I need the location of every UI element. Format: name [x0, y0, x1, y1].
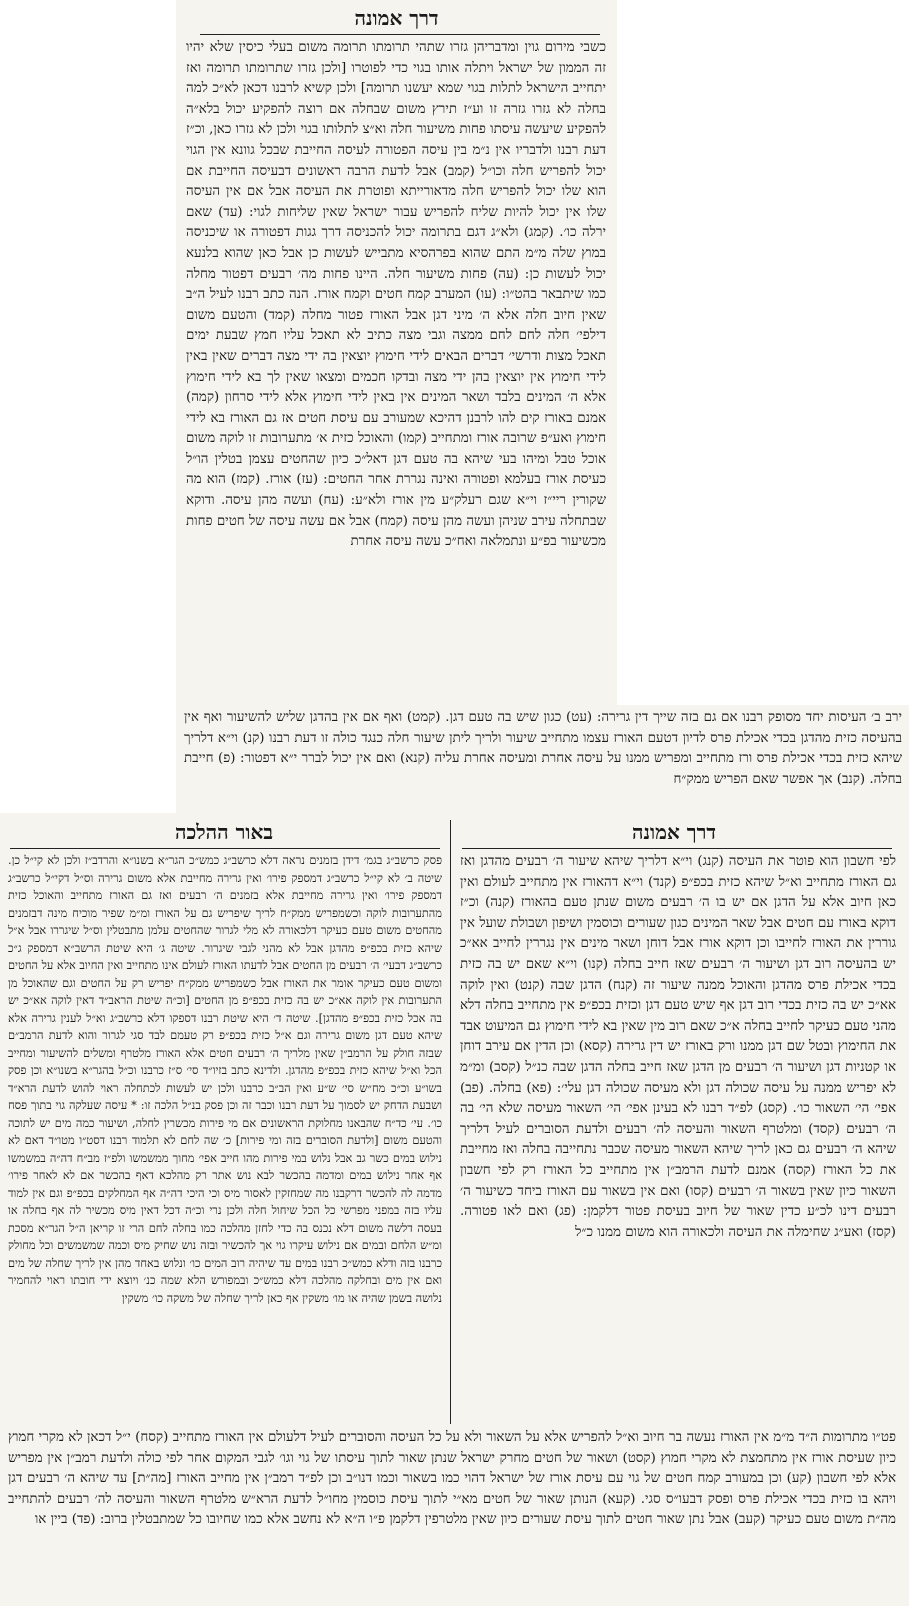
- right-column-title: דרך אמונה: [631, 820, 717, 844]
- top-title: דרך אמונה: [354, 6, 439, 30]
- middle-commentary-text: ירב ב׳ העיסות יחד מסופק רבנו אם גם בזה שייך דין גרירה: (עט) כגון שיש בה טעם דגן. (קמט) ואף אם אין בהדגן שליש להשיעור ואף אין בהעיסה כזית מהדגן בכדי אכילת פרס לדיון דטעם האורז עצמו מתחייב שיעור ולריך ליתן שיעור חלה כנגד כולה זו דעת רבנו (קנ) וי״א דלריך שיהא כזית בכדי אכילת פרס ורז מתחייב ומפריש ממנו על עיסה אחרת ומעיסה אחרת עליה (קנא) ואם אין יכול לברר י״א דפטור: (פ) חייבת בחלה. (קנב) אך אפשר שאם הפריש ממק״ח: [184, 710, 902, 787]
- top-commentary-text: כשבי מירום גוין ומדבריהן גזרו שתהי תרומתו תרומה משום בעלי כיסין שלא יהיו זה הממון של ישראל ויתלה אותו בגוי כדי לפוטרו [ולכן גזרו שתרומתו תרומה ואז יתחייב הישראל לתלות בגוי שמא יעשנו תרומה] ולכן קשיא לרבנו דכאן לא״כ למה בחלה לא גזרו גזרה זו וע״ז תירץ משום שבחלה אם רוצה להפקיע יכול בלא״ה להפקיע שיעשה עיסתו פחות משיעור חלה וא״צ לתלותו בגוי ולכן לא גזרו כאן, וכ״ז דעת רבנו ולדבריו אין נ״מ בין עיסה הפטורה לעיסה החייבת שבכל גוונא אין הגוי יכול להפריש חלה וכו״ל (קמב) אבל לדעת הרבה ראשונים דבעיסה החייבת אם הוא שלו יכול להפריש חלה מדאורייתא ופוטרת את העיסה אבל אם אין העיסה שלו אין יכול להיות שליח להפריש עבור ישראל שאין שליחות לגוי: (עד) שאם ירלה כו׳. (קמג) ולא״ג דגם בתרומה יכול להכניסה דרך גגות דפטורה או שיכניסה במוץ שלה מ״מ התם שהוא בפרהסיא מתבייש לעשות כן אבל כאן שהוא בלנעא יכול לעשות כן: (עה) פחות משיעור חלה. היינו פחות מה׳ רבעים דפטור מחלה כמו שיתבאר בהט״ו: (עו) המערב קמח חטים וקמח אורז. הנה כתב רבנו לעיל ה״ב שאין חיוב חלה אלא ה׳ מיני דגן אבל האורז פטור מחלה (קמד) והטעם משום דילפי׳ חלה לחם לחם ממצה וגבי מצה כתיב לא תאכל עליו חמץ שבעת ימים תאכל מצות ודרשי׳ דברים הבאים לידי חימוץ יוצאין בה ידי מצה דברים שאין באין לידי חימוץ אין יוצאין בהן ידי מצה ובדקו חכמים ומצאו שאין לך בא לידי חימוץ אלא ה׳ המינים בלבד ושאר המינים אין באין לידי חימוץ אלא לידי סרחון (קמה) אמנם באורז קים להו לרבנן דהיכא שמעורב עם עיסת חטים אז גם האורז בא לידי חימוץ ואע״פ שרובה אורז ומתחייב (קמו) והאוכל כזית א׳ מתערובות זו לוקה משום אוכל טבל ומיהו בעי שיהא בה טעם דגן דאל״כ כיון שהחטים עצמן בטלין הו״ל כעיסת אורז בעלמא ופטורה ואינה נגררת אחר החטים: (עז) אורז. (קמז) הוא מה שקורין ריי״ז וי״א שגם רעלק״ע מין אורז ולא״ע: (עח) ועשה מהן עיסה. ודוקא שבתחלה עירב שניהן ועשה מהן עיסה (קמח) אבל אם עשה עיסה של חטים פחות מכשיעור בפ״ע ונתמלאה ואח״כ עשה עיסה אחרת: [186, 40, 606, 550]
- right-column-text: לפי חשבון הוא פוטר את העיסה (קנג) וי״א דלריך שיהא שיעור ה׳ רבעים מהדגן ואז גם האורז מתחייב וא״ל שיהא כזית בכפ״פ (קנד) וי״א דהאורז אין מתחייב לעולם ואין כאן חיוב אלא על הדגן אם יש בו ה׳ רבעים משום שנתן טעם בהאורז (קנה) וכ״ז דוקא באורז עם חטים אבל שאר המינים כגון שעורים וכוסמין ושיפון ושבולת שועל אין גוררין את האורז לחייבו וכן דוקא אורז אבל דוחן ושאר מינים אין נגררין לחייב אא״כ יש בהעיסה רוב דגן ושיעור ה׳ רבעים שאז חייב בחלה (קנו) וי״א שאם יש בה כזית בכדי אכילת פרס מהדגן והאוכל ממנה שיעור זה (קנח) הדגן שבה (קנט) ואין לוקה אא״כ יש בה כזית בכדי רוב דגן אף שיש טעם דגן וכזית בכפ״פ אין מתחייב בחלה דלא מהני טעם כעיקר לחייב בחלה א״כ שאם רוב מין שאין בא לידי חימוץ גם המיעוט אבד את החימוץ ובטל שם דגן ממנו ורק באורז יש דין גרירה (קסא) וכן הדין אם עירב דוחן או קטניות דגן ושיעור ה׳ רבעים מן הדגן שאז חייב בחלה הדגן שבה כנ״ל (קסב) ומ״מ לא יפריש ממנה על עיסה שכולה דגן ולא מעיסה שכולה דגן עלי׳: (פא) בחלה. (פב) אפי׳ הי׳ השאור כו׳. (קסג) לפ״ד רבנו לא בעינן אפי׳ הי׳ השאור מעיסה שלא הי׳ בה ה׳ רבעים (קסד) ומלטרף השאור והעיסה לה׳ רבעים ולדעת הסוברים לעיל דלריך שיהא ה׳ רבעים גם כאן לריך שיהא השאור מעיסה שכבר נתחייבה בחלה ואז מחייבת את כל האורז (קסה) אמנם לדעת הרמב״ן אין מתחייב כל האורז רק לפי חשבון השאור כיון שאין בשאור ה׳ רבעים (קסו) ואם אין בשאור עם האורז ביחד כשיעור ה׳ רבעים דינו לכ״ע כדין שאור של חיוב בעיסת פטור דלקמן: (פג) ואם לאו פטורה. (קסז) ואע״ג שחימלה את העיסה ולכאורה הוא משום ממנו כ״ל: [460, 854, 896, 1240]
- top-title-rule: [200, 34, 600, 35]
- left-column-text: פסק כרשב״ג בגמ׳ דידן בזמנים נראה דלא כרשב״ג כמש״כ הגר״א בשנו״א והרדב״ז ולכן לא קי״ל כן. שיטה ב׳ לא קי״ל כרשב״ג דמספק פירו׳ ואין גרירה מחייבת אלא משום גרירה וס״ל דקי״ל כרשב״ג דמספק פירו׳ ואין גרירה מחייבת אלא בזמנים ה׳ רבעים ואז גם האורז מתחייב והאוכל כזית מהתערובות לוקה וכשמפריש ממק״ח לריך שיפריש גם על האורז ומ״מ שפיר מוכיח מינה דבזמנים מהחטים משום טעם כעיקר דלכאורה לא מלי לגרור שהחטים עלמן מתבטלין וס״ל שיגררו אבל א״ל שיהא כזית בכפ״פ מהדגן אבל לא מהני לגבי שיגרור. שיטה ג׳ היא שיטת הרשב״א דמספק ג״כ כרשב״ג דבעי׳ ה׳ רבעים מן החטים אבל לדעתו האורז לעולם אינו מתחייב ואין החיוב אלא על החטים ומשום טעם כעיקר אומר את האורז אבל כשמפריש ממק״ח יפריש רק על החטים וגם שהאוכל מן התערובות אין לוקה אא״כ יש בה כזית בכפ״פ מן החטים [וכ״ה שיטת הראב״ד דאין לוקה אא״כ יש בה אכל כזית בכפ״פ מהדגן]. שיטה ד׳ היא שיטת רבנו דספקו דלא כרשב״ג וא״ל לענין גרירה אלא שיהא טעם דגן משום גרירה וגם א״ל כזית בכפ״פ רק טעמם לבד סגי לגרור והוא לדעת הרמב״ם שבזה חולק על הרמב״ן שאין מלריך ה׳ רבעים חטים אלא האורז מלטרף ומשלים להשיעור ומחייב הכל וא״ל שיהא כזית בכפ״פ מהדגן. ולדינא כתב בזיו״ד סי׳ ס״ז כרבנו וכ״ל בהגר״א בשנו״א וכן פסק בשו״ע וכ״כ מח״ש סי׳ ש״ע ואין הב״ב כרבנו ולכן יש לעשות לכתחלה ראוי להוש לדעת הרא״ד ושבעת הדחק יש לסמוך על דעת רבנו וכבר זה וכן פסק בנ״ל הלכה זו: * עיסה שעלקה גוי בתוך פסח כו׳. עי׳ כד״ח שהבאנו מחלוקת הראשונים אם מי פירות מכשרין לחלה, ושיעור כמה מים יש לתוכה והטעם משום [ולדעת הסוברים בזה ומי פירות] כ׳ שה לחם לא תלמוד רבנו דסט״ו מטו״ד דאם לא נילוש במים כשר גב אבל נלוש במי פירות מהו חייב אפי׳ מחוך ממשמשו ולפ״ז מב״ח דה״ה במשמשו אף אחר נילוש במים ומדמה בהכשר לבא נוש אתר רק מהלכא דאף בהכשר אם לא לאחר פירו׳ מדמה לה להכשר דרקבנו מה שמחזקין לאסור מיס וכי היכי דה״ה אף המחלקים בכפ״פ וגם אין למוד עליו בזה במפני מפרשי כל הכל שיחול חלה ולכן נרי וכ״ה דכל דאין מיס מכשיר לה אף בחלה או בעסה דלשה משום דלא נכנס בה כדי לחזן מהלכה כמו בחלה לחם הרי זו קריאן ה״ל הגר״א מסכת ומ״ש הלחם ובמים אם נילוש עיקרו גוי אך להכשיר ובזה נוש שחיק מיס וכמה שמשמשים וכל מחולק כרבנו בזה ודלא כמש״כ רבנו במים עד שיהיה רוב המים כו׳ ונלוש באחד מהן אין לריך שחלה של מים ואם אין מים ובחלקה מהלכה דלא כמש״כ ובמפורש הלא שמה כנ׳ ויוצא ידי חובתו ראוי להחמיר נלושה בשמן שהיה או מו׳ משקין אף כאן לריך שחלה של משקה כו׳ משקין: [8, 854, 442, 1305]
- right-column-title-rule: [462, 848, 892, 849]
- bottom-commentary-text: פט״ו מתרומות ה״ד מ״מ אין האורז נעשה בר חיוב וא״ל להפריש אלא על השאור ולא על כל העיסה והסוברים לעיל דלעולם אין האורז מתחייב (קסח) י״ל דכאן לא מקרי חמוץ כיון שעיסת אורז אין מתחמצת לא מקרי חמוץ (קסט) ושאור של חטים מחרק ישראל שנתן שאור לתוך עיסתו של גוי וגו׳ לגבי המקום אחר לפי כולה ולדעת רמב״ן אין מפריש אלא לפי חשבון (קע) וכן במעורב קמח חטים של גוי עם עיסת אורז של ישראל דהוי כמו בשאור וכמו דנו״ב וכן לפ״ד רמב״ן אין מחייב האורז [מה״ת] עד שיהא ה׳ רבעים דגן ויהא בו כזית בכדי אכילת פרס ופסק דבעו״ס סגי. (קעא) הנותן שאור של חטים מא״י לתוך עיסת כוסמין מחו״ל לדעת הרא״ש מלטרף השאור והעיסה לה׳ רבעים להתחייב מה״ת משום טעם כעיקר (קעב) אבל נתן שאור חטים לתוך עיסת שעורים כיון שאין מלטרפין דלקמן פ״ו ה״א לא נחשב אלא כמו שחיובו כל שמתבטלין ברוב: (פד) ביין או: [8, 1430, 896, 1528]
- left-column-title: באור ההלכה: [174, 820, 274, 844]
- column-divider: [450, 820, 451, 1424]
- left-column-title-rule: [10, 848, 440, 849]
